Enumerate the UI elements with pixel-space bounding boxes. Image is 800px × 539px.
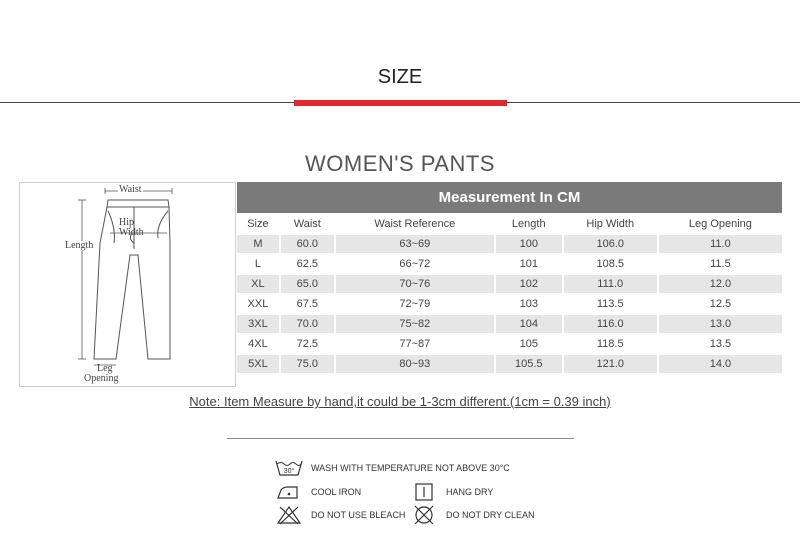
accent-underline — [294, 100, 507, 106]
care-wash-text: WASH WITH TEMPERATURE NOT ABOVE 30°C — [311, 463, 510, 473]
table-title: Measurement In CM — [237, 182, 782, 213]
table-cell: 70.0 — [281, 315, 334, 333]
measurement-note: Note: Item Measure by hand,it could be 1-3cm different.(1cm = 0.39 inch) — [189, 394, 611, 409]
column-header: Leg Opening — [659, 215, 782, 233]
column-header: Length — [496, 215, 562, 233]
no-bleach-icon — [275, 505, 303, 525]
column-header: Waist — [281, 215, 334, 233]
table-cell: 116.0 — [564, 315, 657, 333]
table-cell: 118.5 — [564, 335, 657, 353]
table-row — [237, 355, 782, 373]
section-title: WOMEN'S PANTS — [305, 151, 495, 176]
table-cell: 65.0 — [281, 275, 334, 293]
hang-dry-icon — [410, 482, 438, 502]
table-cell: 113.5 — [564, 295, 657, 313]
table-cell: 12.5 — [659, 295, 782, 313]
table-cell: 106.0 — [564, 235, 657, 253]
care-hang — [410, 482, 493, 502]
table-cell: 3XL — [237, 315, 279, 333]
table-cell: 72.5 — [281, 335, 334, 353]
care-bleach-text: DO NOT USE BLEACH — [311, 510, 406, 520]
table-cell: 103 — [496, 295, 562, 313]
hip-label-line2: Width — [119, 227, 144, 238]
table-cell: 111.0 — [564, 275, 657, 293]
care-dry-clean — [410, 505, 535, 525]
table-cell: 60.0 — [281, 235, 334, 253]
table-cell: 12.0 — [659, 275, 782, 293]
table-cell: 13.5 — [659, 335, 782, 353]
cool-iron-icon — [275, 482, 303, 502]
pants-diagram — [19, 182, 236, 387]
care-iron-text: COOL IRON — [311, 487, 362, 497]
column-header: Waist Reference — [336, 215, 494, 233]
table-cell: 66~72 — [336, 255, 494, 273]
no-dry-clean-icon — [410, 505, 438, 525]
table-cell: 101 — [496, 255, 562, 273]
table-cell: 14.0 — [659, 355, 782, 373]
table-cell: 121.0 — [564, 355, 657, 373]
table-cell: 5XL — [237, 355, 279, 373]
column-header: Hip Width — [564, 215, 657, 233]
length-label: Length — [65, 240, 94, 251]
care-dry-clean-text: DO NOT DRY CLEAN — [446, 510, 535, 520]
table-cell: 72~79 — [336, 295, 494, 313]
table-cell: 105.5 — [496, 355, 562, 373]
measurement-table — [237, 182, 782, 375]
care-wash — [275, 458, 510, 478]
table-row — [237, 275, 782, 293]
table-cell: 77~87 — [336, 335, 494, 353]
table-cell: L — [237, 255, 279, 273]
table-cell: 75.0 — [281, 355, 334, 373]
table-cell: 80~93 — [336, 355, 494, 373]
table-cell: XL — [237, 275, 279, 293]
column-header: Size — [237, 215, 279, 233]
table-cell: 11.5 — [659, 255, 782, 273]
table-cell: 4XL — [237, 335, 279, 353]
hip-label-line1: Hip — [119, 217, 134, 228]
table-cell: 62.5 — [281, 255, 334, 273]
table-row — [237, 315, 782, 333]
table-cell: 104 — [496, 315, 562, 333]
table-cell: 100 — [496, 235, 562, 253]
table-cell: 105 — [496, 335, 562, 353]
care-divider — [227, 438, 574, 439]
table-cell: 108.5 — [564, 255, 657, 273]
waist-label: Waist — [119, 184, 142, 195]
table-row — [237, 255, 782, 273]
table-cell: 63~69 — [336, 235, 494, 253]
leg-label-line2: Opening — [84, 373, 119, 384]
table-cell: 75~82 — [336, 315, 494, 333]
table-row — [237, 335, 782, 353]
table-cell: XXL — [237, 295, 279, 313]
table-row — [237, 235, 782, 253]
table-cell: 13.0 — [659, 315, 782, 333]
table-cell: M — [237, 235, 279, 253]
table-cell: 102 — [496, 275, 562, 293]
leg-label-line1: Leg — [97, 363, 113, 374]
svg-text:30°: 30° — [283, 468, 295, 475]
table-cell: 11.0 — [659, 235, 782, 253]
table-cell: 70~76 — [336, 275, 494, 293]
table-row — [237, 295, 782, 313]
page-title: SIZE — [377, 66, 423, 88]
pants-outline-icon — [20, 183, 237, 388]
wash-30-icon — [275, 458, 303, 478]
care-bleach — [275, 505, 405, 525]
care-hang-text: HANG DRY — [446, 487, 494, 497]
care-iron — [275, 482, 361, 502]
table-cell: 67.5 — [281, 295, 334, 313]
